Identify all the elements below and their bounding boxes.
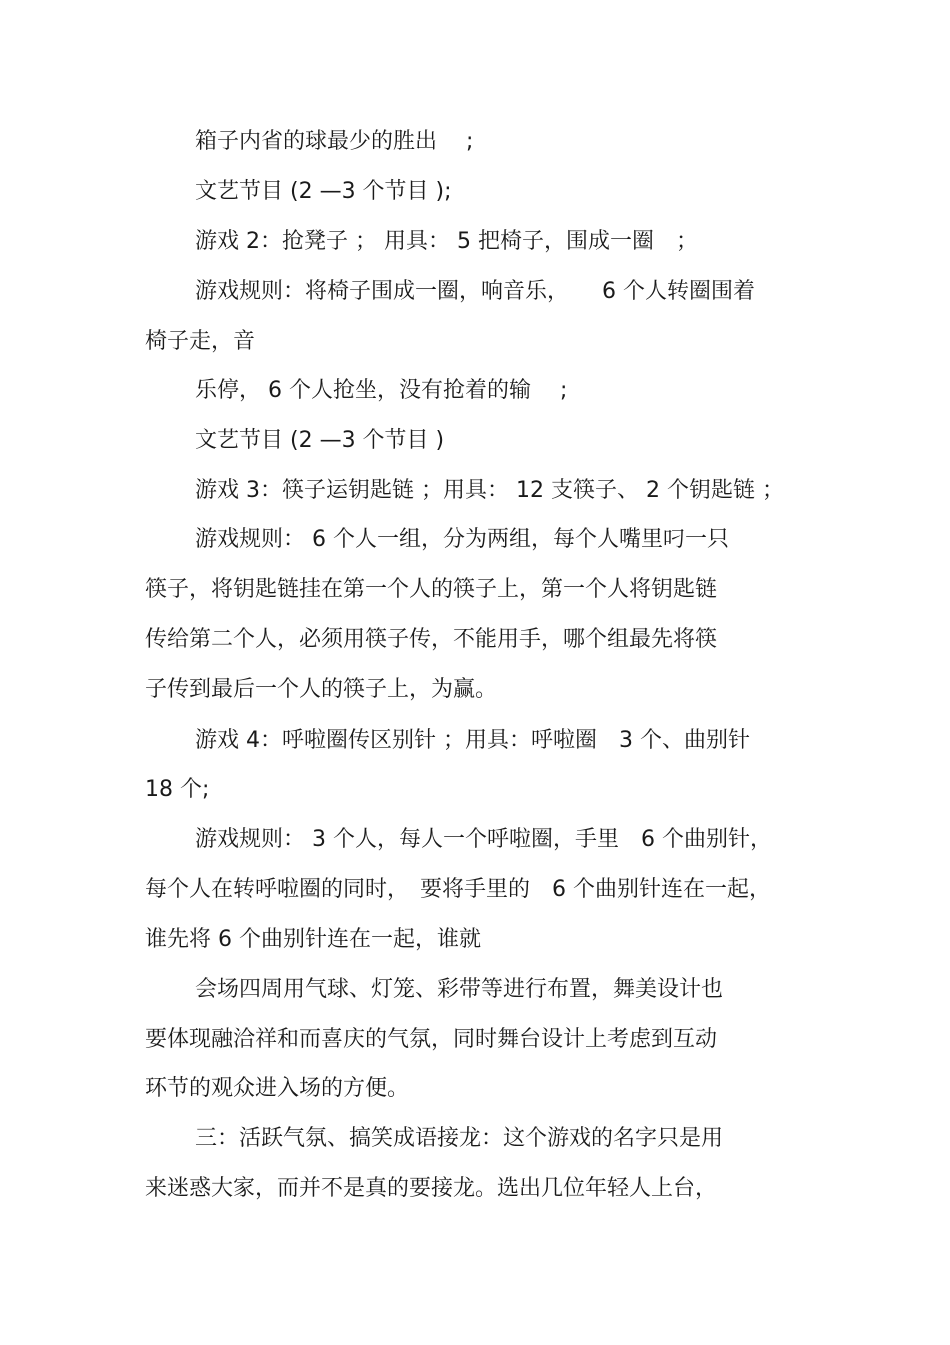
text-line: 文艺节目 (2 —3 个节目 ) <box>195 428 445 453</box>
text-line: 会场四周用气球、灯笼、彩带等进行布置，舞美设计也 <box>195 977 724 1002</box>
text-line: 游戏规则： 3 个人，每人一个呼啦圈，手里 6 个曲别针， <box>195 827 772 852</box>
text-line: 游戏 3：筷子运钥匙链 ；用具： 12 支筷子、 2 个钥匙链 ； <box>195 478 784 503</box>
text-line: 传给第二个人，必须用筷子传，不能用手，哪个组最先将筷 <box>145 627 718 652</box>
text-line: 子传到最后一个人的筷子上，为赢。 <box>145 677 498 702</box>
text-line: 要体现融洽祥和而喜庆的气氛，同时舞台设计上考虑到互动 <box>145 1027 718 1052</box>
text-line: 游戏 2：抢凳子 ； 用具： 5 把椅子，围成一圈 ； <box>195 229 698 254</box>
text-line: 环节的观众进入场的方便。 <box>145 1076 410 1101</box>
text-line: 来迷惑大家，而并不是真的要接龙。选出几位年轻人上台， <box>145 1176 718 1201</box>
text-line: 谁先将 6 个曲别针连在一起，谁就 <box>145 927 481 952</box>
text-line: 游戏 4：呼啦圈传区别针 ；用具：呼啦圈 3 个、曲别针 <box>195 728 750 753</box>
text-line: 游戏规则：将椅子围成一圈，响音乐， 6 个人转圈围着 <box>195 279 755 304</box>
text-line: 三：活跃气氛、搞笑成语接龙：这个游戏的名字只是用 <box>195 1126 724 1151</box>
text-line: 乐停， 6 个人抢坐，没有抢着的输 ; <box>195 378 568 403</box>
text-line: 箱子内省的球最少的胜出 ; <box>195 129 474 154</box>
text-line: 文艺节目 (2 —3 个节目 ); <box>195 179 452 204</box>
text-line: 筷子，将钥匙链挂在第一个人的筷子上，第一个人将钥匙链 <box>145 577 718 602</box>
text-line: 椅子走，音 <box>145 329 256 354</box>
text-line: 18 个; <box>145 777 210 802</box>
text-line: 每个人在转呼啦圈的同时， 要将手里的 6 个曲别针连在一起， <box>145 877 771 902</box>
text-line: 游戏规则： 6 个人一组，分为两组，每个人嘴里叼一只 <box>195 527 729 552</box>
